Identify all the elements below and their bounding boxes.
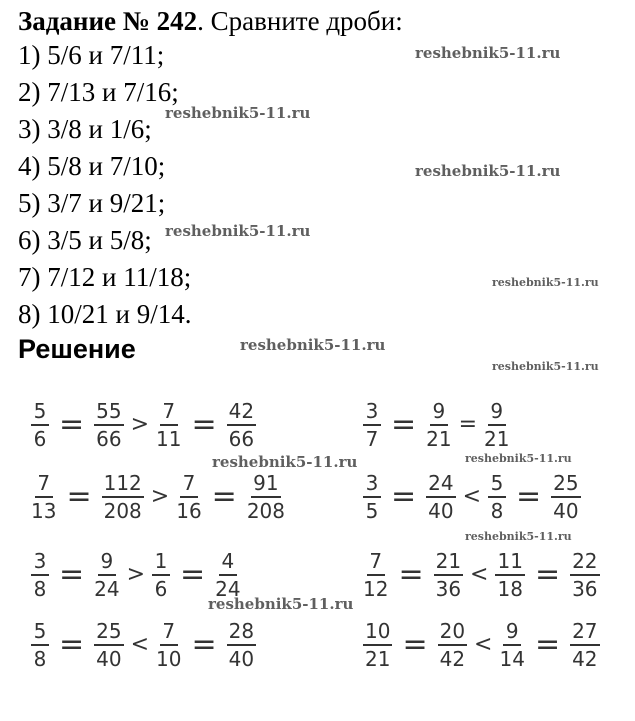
numerator: 9 [503, 620, 521, 646]
task-item: 3) 3/8 и 1/6; [18, 114, 152, 144]
fraction [360, 620, 395, 670]
equals-sign: = [59, 557, 85, 592]
fraction [423, 472, 458, 522]
equation [360, 615, 603, 675]
task-item: 1) 5/6 и 7/11; [18, 40, 165, 70]
numerator: 10 [363, 620, 392, 646]
denominator: 24 [215, 577, 241, 601]
fraction [567, 550, 602, 600]
equation [360, 545, 603, 605]
comparison-sign: < [462, 484, 482, 509]
fraction [244, 472, 288, 522]
fraction [28, 472, 59, 522]
watermark: reshebnik5-11.ru [165, 222, 311, 240]
denominator: 14 [499, 647, 525, 671]
watermark: reshebnik5-11.ru [492, 276, 599, 289]
denominator: 42 [572, 647, 598, 671]
numerator: 9 [488, 400, 506, 426]
numerator: 7 [160, 620, 178, 646]
fraction [360, 400, 384, 450]
numerator: 22 [570, 550, 599, 576]
equals-sign: = [516, 479, 542, 514]
task-item: 5) 3/7 и 9/21; [18, 188, 166, 218]
equals-sign: = [211, 479, 237, 514]
denominator: 42 [439, 647, 466, 671]
denominator: 16 [176, 499, 202, 523]
denominator: 21 [484, 427, 510, 451]
watermark: reshebnik5-11.ru [492, 360, 599, 373]
task-item: 7) 7/12 и 11/18; [18, 262, 192, 292]
equation [28, 615, 259, 675]
denominator: 40 [228, 647, 255, 671]
denominator: 40 [553, 499, 579, 523]
watermark: reshebnik5-11.ru [165, 104, 311, 122]
numerator: 5 [488, 472, 506, 498]
denominator: 8 [490, 499, 504, 523]
fraction [153, 400, 184, 450]
comparison-sign: > [130, 412, 150, 437]
denominator: 21 [365, 647, 391, 671]
numerator: 3 [363, 472, 381, 498]
fraction [28, 400, 52, 450]
equation [28, 467, 288, 527]
fraction [431, 550, 466, 600]
fraction [28, 620, 52, 670]
denominator: 208 [103, 499, 142, 523]
fraction [435, 620, 470, 670]
equals-sign: = [66, 479, 92, 514]
numerator: 21 [434, 550, 463, 576]
fraction [548, 472, 583, 522]
denominator: 40 [428, 499, 454, 523]
denominator: 11 [156, 427, 182, 451]
fraction [485, 472, 509, 522]
numerator: 20 [438, 620, 467, 646]
equals-sign: = [180, 557, 206, 592]
fraction [496, 620, 527, 670]
denominator: 7 [365, 427, 379, 451]
denominator: 5 [365, 499, 379, 523]
equals-sign: = [534, 627, 561, 662]
fraction [91, 550, 122, 600]
equals-sign: = [391, 407, 417, 442]
numerator: 25 [94, 620, 123, 646]
comparison-sign: < [474, 632, 493, 657]
comparison-sign: > [150, 484, 170, 509]
denominator: 36 [572, 577, 598, 601]
equals-sign: = [59, 627, 85, 662]
denominator: 6 [33, 427, 47, 451]
equals-sign: = [398, 557, 424, 592]
numerator: 55 [94, 400, 123, 426]
watermark: reshebnik5-11.ru [212, 453, 358, 471]
fraction [173, 472, 204, 522]
numerator: 7 [367, 550, 385, 576]
numerator: 5 [31, 400, 49, 426]
comparison-sign: < [470, 562, 489, 587]
numerator: 24 [426, 472, 455, 498]
denominator: 12 [363, 577, 389, 601]
numerator: 91 [251, 472, 280, 498]
numerator: 7 [180, 472, 198, 498]
fraction [91, 620, 126, 670]
watermark: reshebnik5-11.ru [415, 44, 561, 62]
numerator: 3 [363, 400, 381, 426]
denominator: 8 [33, 577, 47, 601]
denominator: 21 [426, 427, 452, 451]
task-instruction: . Сравните дроби: [197, 6, 403, 36]
denominator: 208 [246, 499, 285, 523]
equation [360, 467, 584, 527]
equation [360, 395, 512, 455]
fraction [91, 400, 126, 450]
equation [28, 395, 259, 455]
numerator: 1 [152, 550, 170, 576]
comparison-sign: > [126, 562, 146, 587]
task-item: 6) 3/5 и 5/8; [18, 225, 152, 255]
fraction [153, 620, 184, 670]
numerator: 28 [227, 620, 256, 646]
equals-sign: = [391, 479, 417, 514]
denominator: 13 [31, 499, 57, 523]
numerator: 7 [160, 400, 178, 426]
watermark: reshebnik5-11.ru [208, 595, 354, 613]
fraction [481, 400, 512, 450]
denominator: 36 [435, 577, 462, 601]
numerator: 7 [35, 472, 53, 498]
denominator: 66 [228, 427, 255, 451]
numerator: 112 [102, 472, 144, 498]
solution-heading: Решение [18, 334, 136, 364]
denominator: 10 [156, 647, 182, 671]
numerator: 3 [31, 550, 49, 576]
comparison-sign: = [458, 412, 478, 437]
numerator: 5 [31, 620, 49, 646]
numerator: 42 [227, 400, 256, 426]
numerator: 25 [551, 472, 580, 498]
fraction [99, 472, 147, 522]
fraction [360, 550, 391, 600]
task-item: 8) 10/21 и 9/14. [18, 299, 192, 329]
comparison-sign: < [130, 632, 150, 657]
task-item: 2) 7/13 и 7/16; [18, 77, 179, 107]
numerator: 11 [495, 550, 524, 576]
fraction [212, 550, 243, 600]
fraction [28, 550, 52, 600]
watermark: reshebnik5-11.ru [415, 162, 561, 180]
denominator: 40 [96, 647, 122, 671]
equals-sign: = [59, 407, 85, 442]
fraction [492, 550, 527, 600]
numerator: 9 [430, 400, 448, 426]
denominator: 24 [94, 577, 120, 601]
task-number: Задание № 242 [18, 6, 198, 36]
fraction [360, 472, 384, 522]
fraction [423, 400, 454, 450]
watermark: reshebnik5-11.ru [465, 452, 572, 465]
fraction [567, 620, 602, 670]
numerator: 4 [219, 550, 237, 576]
equals-sign: = [534, 557, 561, 592]
watermark: reshebnik5-11.ru [240, 336, 386, 354]
task-item: 4) 5/8 и 7/10; [18, 151, 166, 181]
watermark: reshebnik5-11.ru [465, 530, 572, 543]
denominator: 18 [497, 577, 523, 601]
equals-sign: = [191, 407, 217, 442]
numerator: 27 [570, 620, 599, 646]
fraction [224, 620, 259, 670]
fraction [224, 400, 259, 450]
denominator: 6 [154, 577, 168, 601]
task-title [18, 6, 403, 36]
numerator: 9 [98, 550, 116, 576]
denominator: 66 [96, 427, 122, 451]
equals-sign: = [191, 627, 217, 662]
fraction [149, 550, 173, 600]
equals-sign: = [402, 627, 428, 662]
denominator: 8 [33, 647, 47, 671]
